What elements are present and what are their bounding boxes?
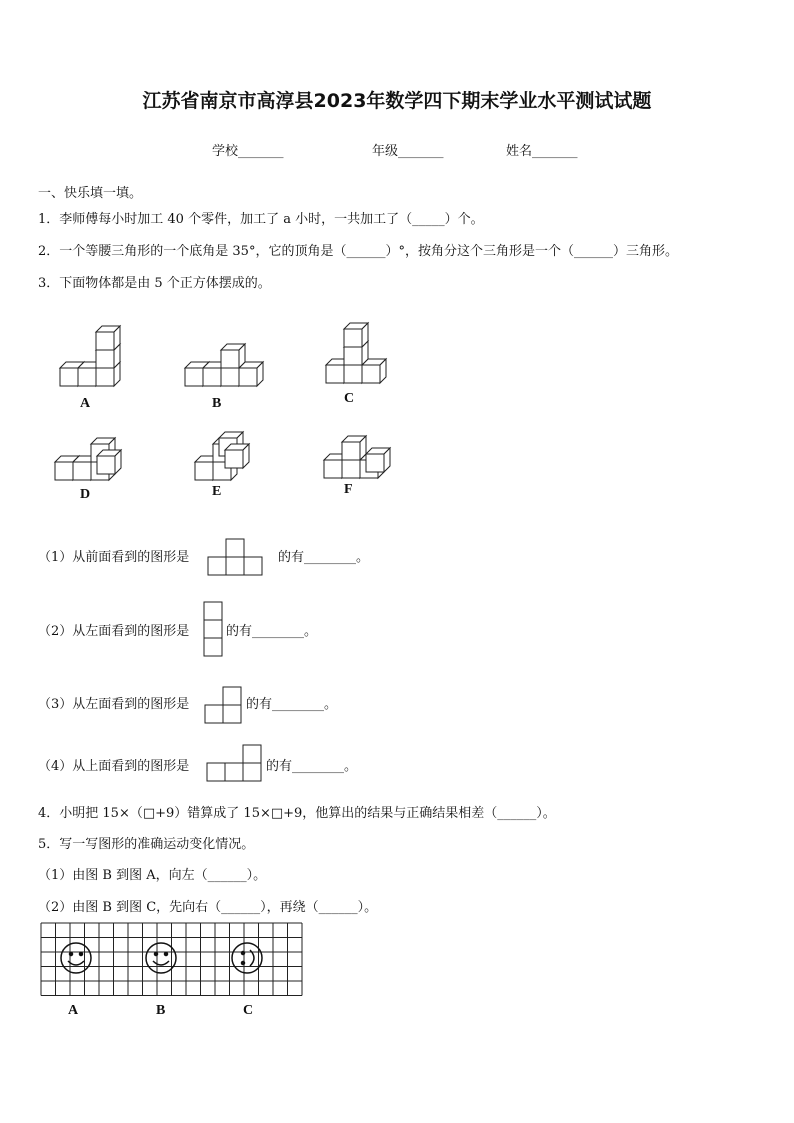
grade-field: 年级_______ [372, 144, 444, 159]
label-f: F [344, 482, 353, 497]
label-c: C [344, 391, 355, 406]
sub-answer-1: 的有________。 [278, 550, 370, 565]
sub-question-3: （3）从左面看到的图形是 [38, 697, 190, 712]
sub-question-1: （1）从前面看到的图形是 [38, 550, 190, 565]
question-3: 3．下面物体都是由 5 个正方体摆成的。 [38, 276, 271, 291]
question-5-2: （2）由图 B 到图 C，先向右（______），再绕（______）。 [38, 900, 378, 915]
section-heading: 一、快乐填一填。 [38, 186, 143, 201]
sub-answer-4: 的有________。 [266, 759, 358, 774]
label-e: E [212, 484, 222, 499]
label-b: B [212, 396, 222, 411]
figure-f [324, 436, 390, 478]
cube-figures [40, 310, 420, 510]
smiley-face-c [232, 943, 262, 973]
view-left-3 [203, 685, 245, 725]
figure-e [195, 432, 249, 480]
label-a: A [80, 396, 91, 411]
sub-question-2: （2）从左面看到的图形是 [38, 624, 190, 639]
grid-label-b: B [156, 1003, 166, 1018]
question-5: 5．写一写图形的准确运动变化情况。 [38, 837, 255, 852]
view-front-1 [206, 537, 266, 577]
grid-label-c: C [243, 1003, 254, 1018]
sub-question-4: （4）从上面看到的图形是 [38, 759, 190, 774]
figure-a [60, 326, 120, 386]
view-top-4 [205, 743, 265, 783]
figure-c [326, 323, 386, 383]
view-left-2 [202, 600, 226, 658]
page-title: 江苏省南京市高淳县2023年数学四下期末学业水平测试试题 [142, 90, 652, 112]
sub-answer-2: 的有________。 [226, 624, 318, 639]
question-4: 4．小明把 15×（□+9）错算成了 15×□+9，他算出的结果与正确结果相差（______）。 [38, 806, 556, 821]
figure-d [55, 438, 121, 480]
motion-grid [40, 922, 304, 998]
question-1: 1．李师傅每小时加工 40 个零件，加工了 a 小时，一共加工了（_____）个。 [38, 212, 484, 227]
name-field: 姓名_______ [506, 144, 578, 159]
figure-b [185, 344, 263, 386]
smiley-face-a [61, 943, 91, 973]
question-5-1: （1）由图 B 到图 A，向左（______）。 [38, 868, 267, 883]
school-field: 学校_______ [212, 144, 284, 159]
grid-label-a: A [68, 1003, 79, 1018]
question-2: 2．一个等腰三角形的一个底角是 35°，它的顶角是（______）°，按角分这个三角形是一个（______）三角形。 [38, 244, 678, 259]
sub-answer-3: 的有________。 [246, 697, 338, 712]
label-d: D [80, 487, 91, 502]
